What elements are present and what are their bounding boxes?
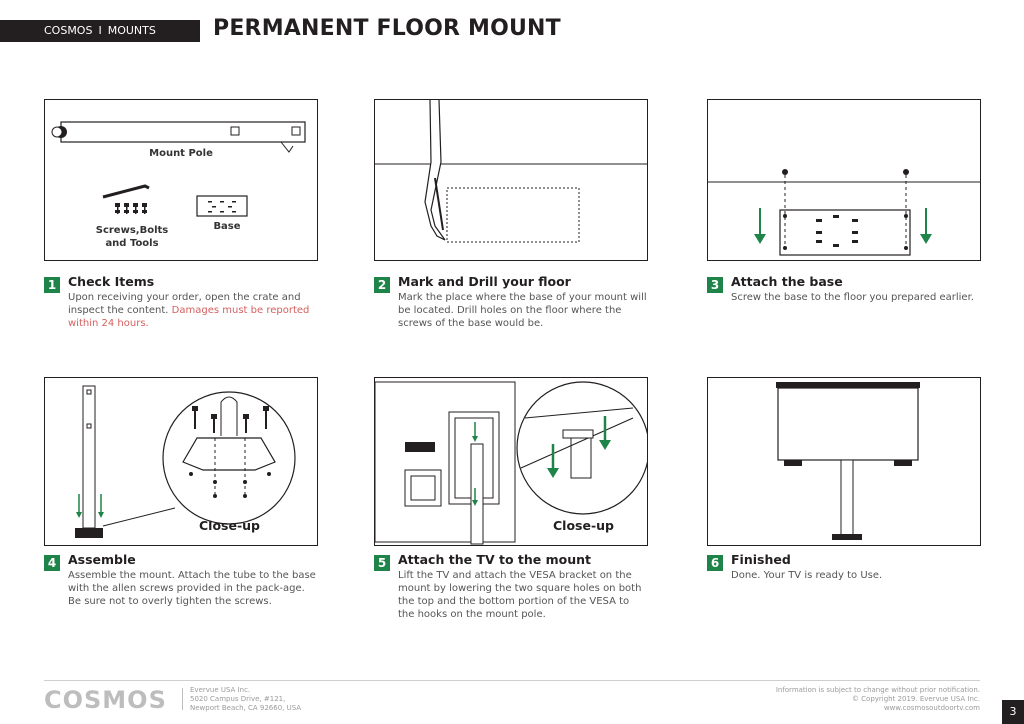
assemble-illustration xyxy=(45,378,317,545)
finished-illustration xyxy=(708,378,980,545)
step-description: Lift the TV and attach the VESA bracket on the mount by lowering the two square holes on both the top and the bottom portion of the VESA to the hooks on the mount pole. xyxy=(398,570,642,620)
panel-assemble xyxy=(44,377,318,546)
footer-address xyxy=(190,686,301,713)
screws-label: Screws,Bolts and Tools xyxy=(95,225,169,249)
header-separator: I xyxy=(98,24,102,37)
footer-logo-separator xyxy=(182,688,183,710)
base-label: Base xyxy=(213,221,241,232)
page-title: PERMANENT FLOOR MOUNT xyxy=(213,16,561,41)
page-number: 3 xyxy=(1002,700,1024,724)
step-title: Assemble xyxy=(68,552,136,567)
address-line-2: Newport Beach, CA 92660, USA xyxy=(190,704,302,712)
step-2 xyxy=(374,274,654,344)
copyright-text: © Copyright 2019. Evervue USA Inc. xyxy=(851,695,980,703)
step-description xyxy=(68,291,318,330)
step-number: 5 xyxy=(374,555,390,571)
address-line-1: 5020 Campus Drive, #121, xyxy=(190,695,286,703)
header-tag-bar xyxy=(0,20,200,42)
step-number: 1 xyxy=(44,277,60,293)
step-text: Upon receiving your order, open the crate and inspect the content. xyxy=(68,292,301,316)
website-link[interactable]: www.cosmosoutdoortv.com xyxy=(883,704,980,712)
footer-logo: COSMOS xyxy=(44,686,167,714)
step-title: Attach the base xyxy=(731,274,843,289)
step-5 xyxy=(374,552,654,632)
notice-text: Information is subject to change without prior notification. xyxy=(775,686,980,694)
step-description: Done. Your TV is ready to Use. xyxy=(731,570,883,581)
step-number: 4 xyxy=(44,555,60,571)
damage-warning: Damages must be reported within 24 hours. xyxy=(68,305,310,329)
panel-check-items xyxy=(44,99,318,261)
step-4 xyxy=(44,552,324,622)
panel-attach-base xyxy=(707,99,981,261)
base-illustration xyxy=(708,100,980,260)
step-title: Attach the TV to the mount xyxy=(398,552,591,567)
step-number: 2 xyxy=(374,277,390,293)
closeup-label-assemble: Close-up xyxy=(199,518,260,533)
step-description: Mark the place where the base of your mount will be located. Drill holes on the floor where the screws of the base would be. xyxy=(398,292,647,329)
step-3 xyxy=(707,274,987,344)
step-number: 3 xyxy=(707,277,723,293)
step-6 xyxy=(707,552,987,622)
panel-attach-tv xyxy=(374,377,648,546)
footer-divider xyxy=(44,680,980,681)
step-title: Finished xyxy=(731,552,791,567)
step-number: 6 xyxy=(707,555,723,571)
step-description: Screw the base to the floor you prepared earlier. xyxy=(731,292,974,303)
step-title: Mark and Drill your floor xyxy=(398,274,571,289)
header-section: MOUNTS xyxy=(107,24,156,37)
mount-pole-label: Mount Pole xyxy=(149,148,213,159)
panel-finished xyxy=(707,377,981,546)
company-name: Evervue USA Inc. xyxy=(190,686,251,694)
step-title: Check Items xyxy=(68,274,155,289)
closeup-label-attach: Close-up xyxy=(553,518,614,533)
step-description: Assemble the mount. Attach the tube to the base with the allen screws provided in the pack-age. Be sure not to overly tighten the screws. xyxy=(68,570,316,607)
header-brand: COSMOS xyxy=(44,24,93,37)
footer-notice xyxy=(776,686,980,713)
drill-illustration xyxy=(375,100,647,260)
items-illustration xyxy=(45,100,317,260)
step-1 xyxy=(44,274,324,344)
panel-mark-drill xyxy=(374,99,648,261)
